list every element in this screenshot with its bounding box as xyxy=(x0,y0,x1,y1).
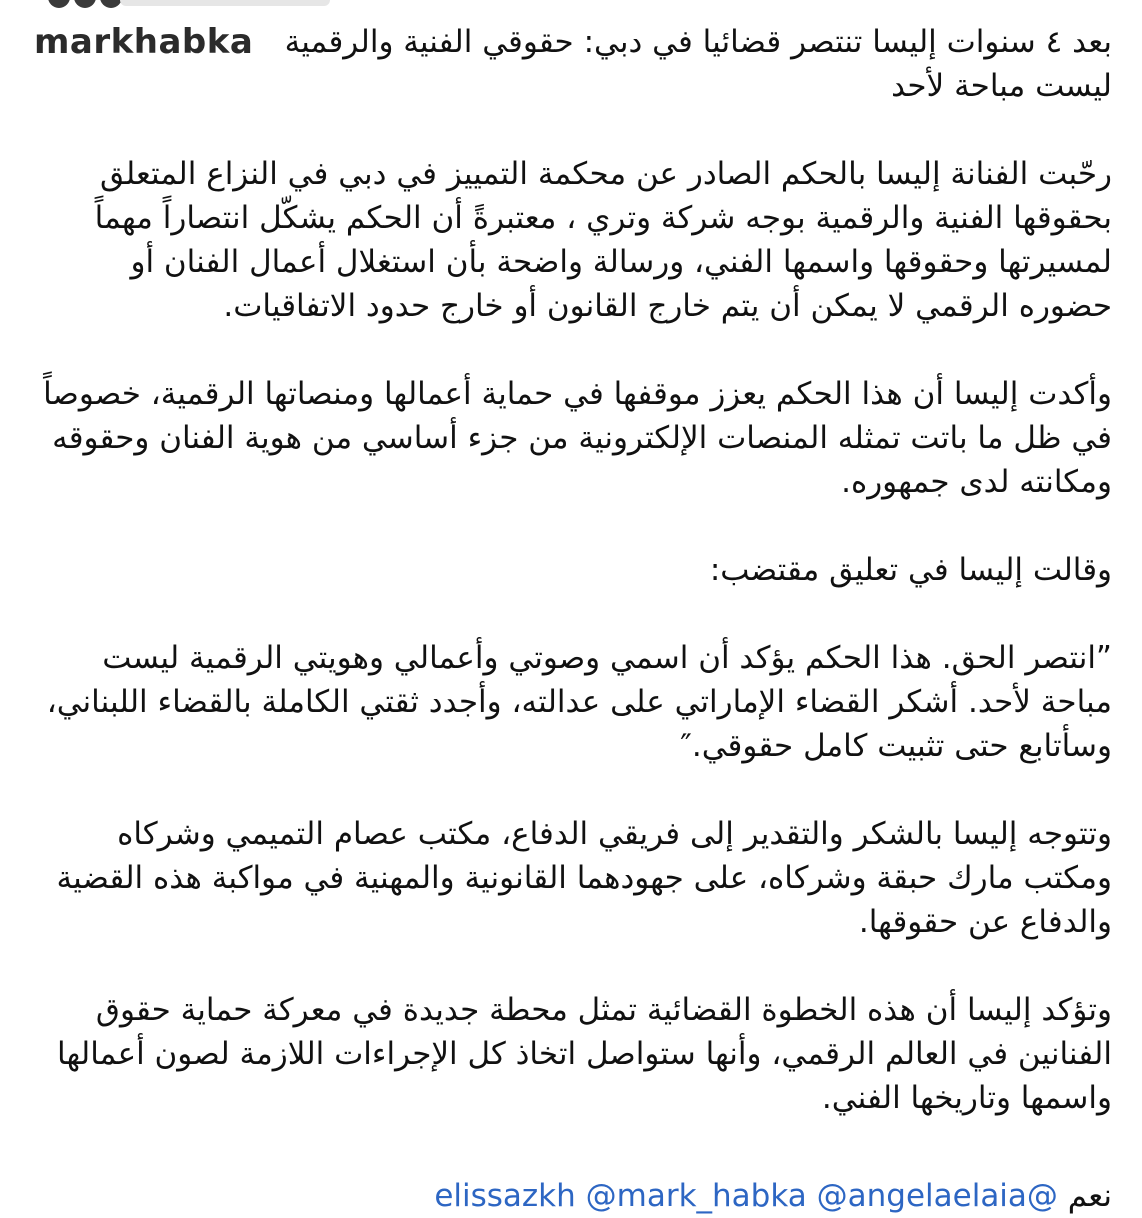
post-paragraph: وأكدت إليسا أن هذا الحكم يعزز موقفها في حماية أعمالها ومنصاتها الرقمية، خصوصاً في ظل ما باتت تمثله المنصات الإلكترونية من جزء أساسي من هوية الفنان وحقوقه ومكانته لدى جمهوره. xyxy=(43,376,1112,500)
mention-link[interactable]: @angelaelaia xyxy=(816,1178,1027,1214)
post-quote: ”انتصر الحق. هذا الحكم يؤكد أن اسمي وصوتي وأعمالي وهويتي الرقمية ليست مباحة لأحد. أشكر القضاء الإماراتي على عدالته، وأجدد ثقتي الكاملة بالقضاء اللبناني، وسأتابع حتى تثبيت كامل حقوقي.″ xyxy=(46,640,1112,764)
post-paragraph: وتؤكد إليسا أن هذه الخطوة القضائية تمثل محطة جديدة في معركة حماية حقوق الفنانين في العالم الرقمي، وأنها ستواصل اتخاذ كل الإجراءات اللازمة لصون أعمالها واسمها وتاريخها الفني. xyxy=(57,992,1112,1116)
mention-link[interactable]: @elissazkh xyxy=(434,1178,1058,1214)
mention-link[interactable]: @mark_habka xyxy=(585,1178,807,1214)
mentions-line xyxy=(385,1174,1112,1218)
post-title: بعد ٤ سنوات إليسا تنتصر قضائيا في دبي: حقوقي الفنية والرقمية ليست مباحة لأحد xyxy=(284,24,1112,104)
avatar[interactable] xyxy=(100,0,122,8)
mentions-prefix: نعم xyxy=(1067,1178,1112,1214)
post-paragraph: وتتوجه إليسا بالشكر والتقدير إلى فريقي الدفاع، مكتب عصام التميمي وشركاه ومكتب مارك حبقة وشركاه، على جهودهما القانونية والمهنية في مواكبة هذه القضية والدفاع عن حقوقها. xyxy=(56,816,1112,940)
post-username[interactable]: markhabka xyxy=(34,22,254,62)
cropped-header-strip xyxy=(120,0,330,6)
post-caption xyxy=(32,20,1112,1164)
avatar[interactable] xyxy=(74,0,96,8)
post-paragraph: وقالت إليسا في تعليق مقتضب: xyxy=(709,552,1112,588)
avatar[interactable] xyxy=(48,0,70,8)
post-paragraph: رحّبت الفنانة إليسا بالحكم الصادر عن محكمة التمييز في دبي في النزاع المتعلق بحقوقها الفنية والرقمية بوجه شركة وتري ، معتبرةً أن الحكم يشكّل انتصاراً مهماً لمسيرتها وحقوقها واسمها الفني، ورسالة واضحة بأن استغلال أعمال الفنان أو حضوره الرقمي لا يمكن أن يتم خارج القانون أو خارج حدود الاتفاقيات. xyxy=(94,156,1112,324)
top-avatars xyxy=(48,0,122,8)
